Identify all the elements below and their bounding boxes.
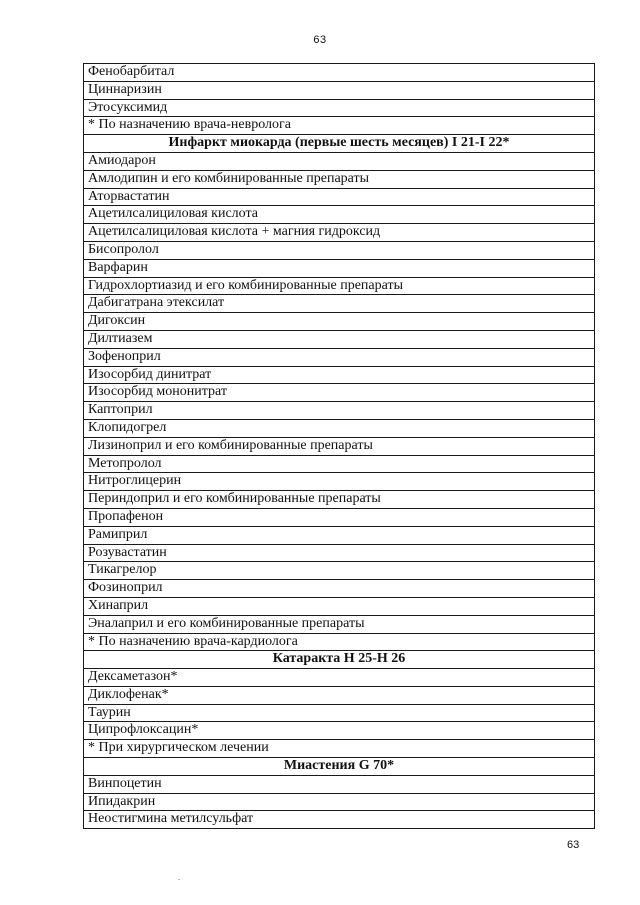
drug-name: Циннаризин [84,81,595,99]
drug-name: Бисопролол [84,241,595,259]
drug-name: Пропафенон [84,508,595,526]
note-row [84,117,595,135]
section-title: Миастения G 70* [84,758,595,776]
drug-name: Аторвастатин [84,188,595,206]
section-header-row [84,651,595,669]
table-row [84,562,595,580]
table-row [84,615,595,633]
table-row [84,419,595,437]
drug-name: Каптоприл [84,402,595,420]
table-row [84,224,595,242]
table-row [84,170,595,188]
table-row [84,152,595,170]
table-row [84,366,595,384]
drug-name: Ацетилсалициловая кислота [84,206,595,224]
table-row [84,384,595,402]
table-row [84,811,595,829]
drug-name: Розувастатин [84,544,595,562]
table-row [84,99,595,117]
note-text: * По назначению врача-невролога [84,117,595,135]
table-row [84,580,595,598]
table-row [84,455,595,473]
drug-name: Гидрохлортиазид и его комбинированные препараты [84,277,595,295]
drug-name: Амиодарон [84,152,595,170]
table-row [84,544,595,562]
table-row [84,330,595,348]
table-row [84,508,595,526]
section-header-row [84,135,595,153]
table-row [84,277,595,295]
table-row [84,704,595,722]
drug-name: Винпоцетин [84,775,595,793]
table-row [84,597,595,615]
drug-name: Эналаприл и его комбинированные препараты [84,615,595,633]
drug-name: Периндоприл и его комбинированные препараты [84,491,595,509]
table-row [84,775,595,793]
table-row [84,402,595,420]
scan-artifact [178,879,180,880]
drug-name: Клопидогрел [84,419,595,437]
drug-name: Метопролол [84,455,595,473]
table-row [84,473,595,491]
table-row [84,313,595,331]
table-row [84,206,595,224]
table-row [84,686,595,704]
drug-name: Изосорбид динитрат [84,366,595,384]
table-row [84,259,595,277]
drug-name: Фенобарбитал [84,64,595,82]
table-row [84,437,595,455]
drug-name: Рамиприл [84,526,595,544]
table-row [84,81,595,99]
drug-name: Диклофенак* [84,686,595,704]
note-text: * По назначению врача-кардиолога [84,633,595,651]
drug-name: Амлодипин и его комбинированные препараты [84,170,595,188]
drug-name: Лизиноприл и его комбинированные препараты [84,437,595,455]
table-row [84,526,595,544]
drug-name: Фозиноприл [84,580,595,598]
table-row [84,722,595,740]
note-row [84,740,595,758]
drug-name: Ципрофлоксацин* [84,722,595,740]
section-title: Катаракта H 25-H 26 [84,651,595,669]
drug-name: Нитроглицерин [84,473,595,491]
drug-name: Неостигмина метилсульфат [84,811,595,829]
drug-name: Таурин [84,704,595,722]
page-number-top: 63 [313,34,327,46]
note-row [84,633,595,651]
table-row [84,188,595,206]
drug-name: Хинаприл [84,597,595,615]
drug-name: Дабигатрана этексилат [84,295,595,313]
drug-name: Дигоксин [84,313,595,331]
table-row [84,241,595,259]
section-header-row [84,758,595,776]
medication-table-body [84,64,595,829]
drug-name: Дексаметазон* [84,669,595,687]
medication-table [83,63,595,829]
section-title: Инфаркт миокарда (первые шесть месяцев) I 21-I 22* [84,135,595,153]
table-row [84,348,595,366]
note-text: * При хирургическом лечении [84,740,595,758]
drug-name: Изосорбид мононитрат [84,384,595,402]
drug-name: Этосуксимид [84,99,595,117]
table-row [84,793,595,811]
page-number-bottom: 63 [567,839,580,851]
table-row [84,295,595,313]
table-row [84,669,595,687]
drug-name: Ипидакрин [84,793,595,811]
table-row [84,64,595,82]
drug-name: Дилтиазем [84,330,595,348]
table-row [84,491,595,509]
drug-name: Варфарин [84,259,595,277]
drug-name: Тикагрелор [84,562,595,580]
drug-name: Зофеноприл [84,348,595,366]
drug-name: Ацетилсалициловая кислота + магния гидроксид [84,224,595,242]
